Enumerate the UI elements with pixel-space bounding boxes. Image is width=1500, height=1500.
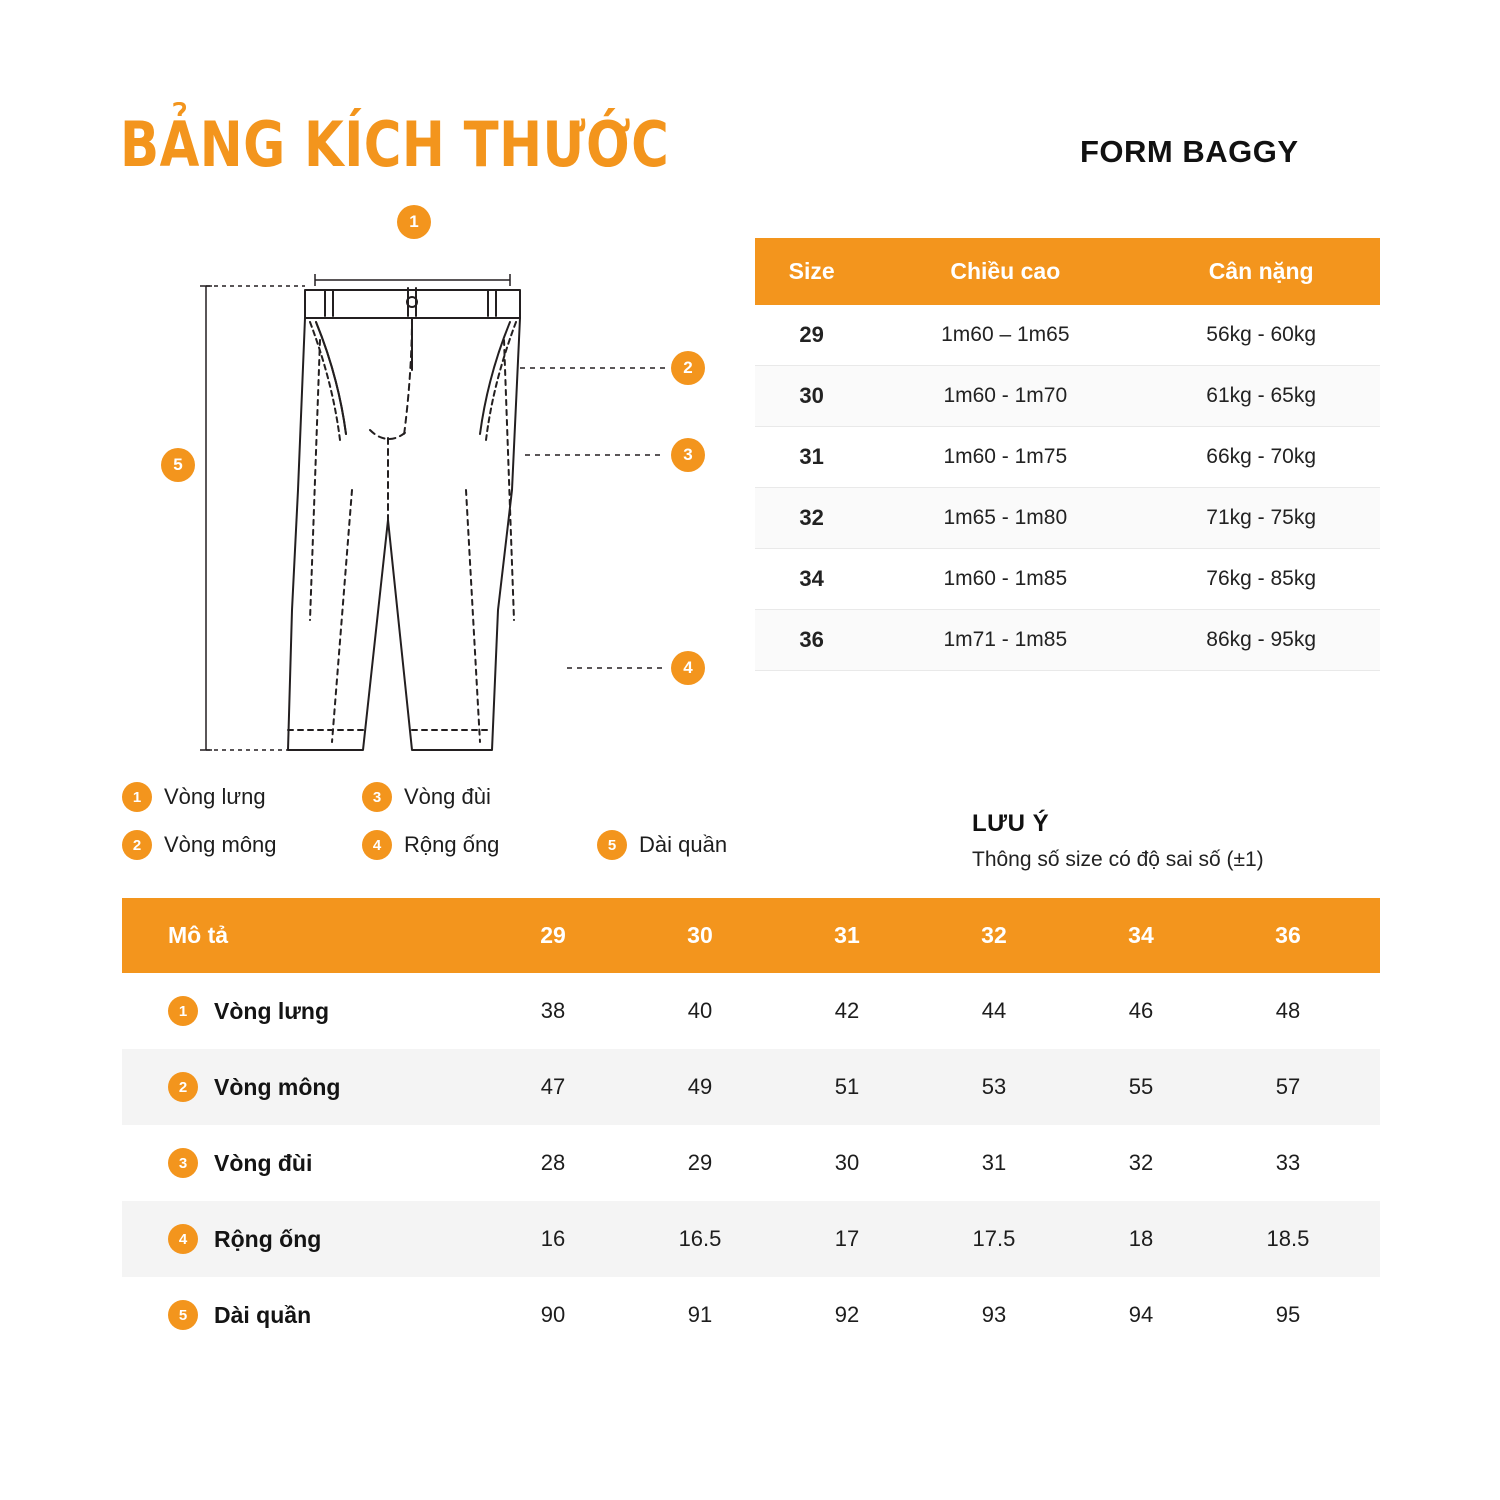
row-name: Dài quần [214,1301,312,1328]
row-badge-4 [168,1224,198,1254]
column-header-32: 32 [902,898,1086,973]
row-number: 2 [178,1078,188,1096]
cell-34: 32 [1086,1125,1196,1201]
table-row [755,610,1380,671]
form-title: FORM BAGGY [1080,134,1299,169]
cell-size: 34 [755,549,868,610]
cell-32: 31 [902,1125,1086,1201]
legend-number: 5 [607,836,617,854]
cell-31: 17 [792,1201,902,1277]
callout-badge-4 [671,651,705,685]
cell-29: 28 [498,1125,608,1201]
cell-weight: 86kg - 95kg [1142,610,1380,671]
legend-badge-5 [597,830,627,860]
row-number: 5 [178,1306,188,1324]
cell-31: 42 [792,973,902,1049]
row-number: 1 [178,1002,188,1020]
legend-label: Rộng ống [404,832,500,857]
cell-height: 1m71 - 1m85 [868,610,1142,671]
row-badge-3 [168,1148,198,1178]
row-badge-2 [168,1072,198,1102]
table-row [122,1049,1380,1125]
cell-height: 1m60 – 1m65 [868,305,1142,366]
legend-row [122,782,802,812]
legend-item-vong-lung [122,782,362,812]
legend-badge-3 [362,782,392,812]
legend-number: 2 [132,836,142,854]
pants-illustration [120,190,740,770]
cell-31: 51 [792,1049,902,1125]
cell-30: 29 [608,1125,792,1201]
row-name: Vòng lưng [214,997,330,1024]
legend-number: 1 [132,788,142,806]
table-header-row [122,898,1380,973]
table-row [755,427,1380,488]
page-title: BẢNG KÍCH THƯỚC [120,108,670,181]
column-header-29: 29 [498,898,608,973]
note-text: Thông số size có độ sai số (±1) [972,848,1264,871]
cell-36: 33 [1196,1125,1380,1201]
column-header-weight: Cân nặng [1142,238,1380,305]
row-name: Vòng đùi [214,1149,313,1176]
table-row [755,488,1380,549]
cell-weight: 76kg - 85kg [1142,549,1380,610]
note-block [972,810,1432,872]
table-row [122,1277,1380,1353]
cell-height: 1m60 - 1m70 [868,366,1142,427]
legend-label: Vòng đùi [404,784,491,809]
cell-size: 31 [755,427,868,488]
table-row [122,1201,1380,1277]
table-header-row [755,238,1380,305]
cell-34: 55 [1086,1049,1196,1125]
callout-badge-2 [671,351,705,385]
row-label-vong-lung [122,973,498,1049]
cell-size: 32 [755,488,868,549]
note-title: LƯU Ý [972,810,1050,837]
legend-item-dai-quan [597,830,797,860]
legend-badge-2 [122,830,152,860]
cell-32: 44 [902,973,1086,1049]
cell-32: 17.5 [902,1201,1086,1277]
legend-item-vong-mong [122,830,362,860]
callout-number: 2 [683,358,693,377]
cell-weight: 61kg - 65kg [1142,366,1380,427]
callout-number: 1 [409,212,419,231]
legend-item-vong-dui [362,782,597,812]
column-header-36: 36 [1196,898,1380,973]
cell-weight: 66kg - 70kg [1142,427,1380,488]
cell-32: 93 [902,1277,1086,1353]
cell-30: 49 [608,1049,792,1125]
column-header-34: 34 [1086,898,1196,973]
cell-34: 18 [1086,1201,1196,1277]
table-row [755,366,1380,427]
column-header-30: 30 [608,898,792,973]
cell-32: 53 [902,1049,1086,1125]
legend [122,782,802,878]
cell-34: 46 [1086,973,1196,1049]
cell-36: 95 [1196,1277,1380,1353]
callout-number: 3 [683,445,693,464]
callout-badge-5 [161,448,195,482]
cell-weight: 56kg - 60kg [1142,305,1380,366]
column-header-height: Chiều cao [868,238,1142,305]
row-label-vong-mong [122,1049,498,1125]
row-name: Rộng ống [214,1225,322,1252]
table-row [122,973,1380,1049]
cell-36: 48 [1196,973,1380,1049]
cell-29: 90 [498,1277,608,1353]
cell-34: 94 [1086,1277,1196,1353]
column-header-size: Size [755,238,868,305]
legend-number: 4 [372,836,382,854]
cell-30: 40 [608,973,792,1049]
cell-29: 47 [498,1049,608,1125]
row-badge-5 [168,1300,198,1330]
table-row [755,305,1380,366]
cell-36: 18.5 [1196,1201,1380,1277]
row-label-dai-quan [122,1277,498,1353]
table-row [122,1125,1380,1201]
legend-label: Vòng lưng [164,784,266,809]
legend-label: Vòng mông [164,832,277,857]
row-number: 3 [178,1154,188,1172]
cell-29: 16 [498,1201,608,1277]
legend-item-rong-ong [362,830,597,860]
row-name: Vòng mông [214,1073,341,1100]
cell-30: 16.5 [608,1201,792,1277]
cell-size: 36 [755,610,868,671]
legend-label: Dài quần [639,832,728,857]
cell-31: 30 [792,1125,902,1201]
column-header-description: Mô tả [122,898,498,973]
cell-size: 30 [755,366,868,427]
legend-badge-1 [122,782,152,812]
measurements-table [122,898,1380,1353]
legend-number: 3 [372,788,382,806]
column-header-31: 31 [792,898,902,973]
cell-height: 1m60 - 1m85 [868,549,1142,610]
table-row [755,549,1380,610]
callout-number: 4 [683,658,693,677]
legend-row [122,830,802,860]
callout-number: 5 [173,455,183,474]
row-label-vong-dui [122,1125,498,1201]
row-badge-1 [168,996,198,1026]
cell-29: 38 [498,973,608,1049]
legend-badge-4 [362,830,392,860]
cell-31: 92 [792,1277,902,1353]
cell-weight: 71kg - 75kg [1142,488,1380,549]
callout-badge-1 [397,205,431,239]
callout-badge-3 [671,438,705,472]
height-weight-table [755,238,1380,671]
cell-30: 91 [608,1277,792,1353]
cell-36: 57 [1196,1049,1380,1125]
cell-height: 1m60 - 1m75 [868,427,1142,488]
row-number: 4 [178,1230,188,1248]
cell-size: 29 [755,305,868,366]
cell-height: 1m65 - 1m80 [868,488,1142,549]
row-label-rong-ong [122,1201,498,1277]
